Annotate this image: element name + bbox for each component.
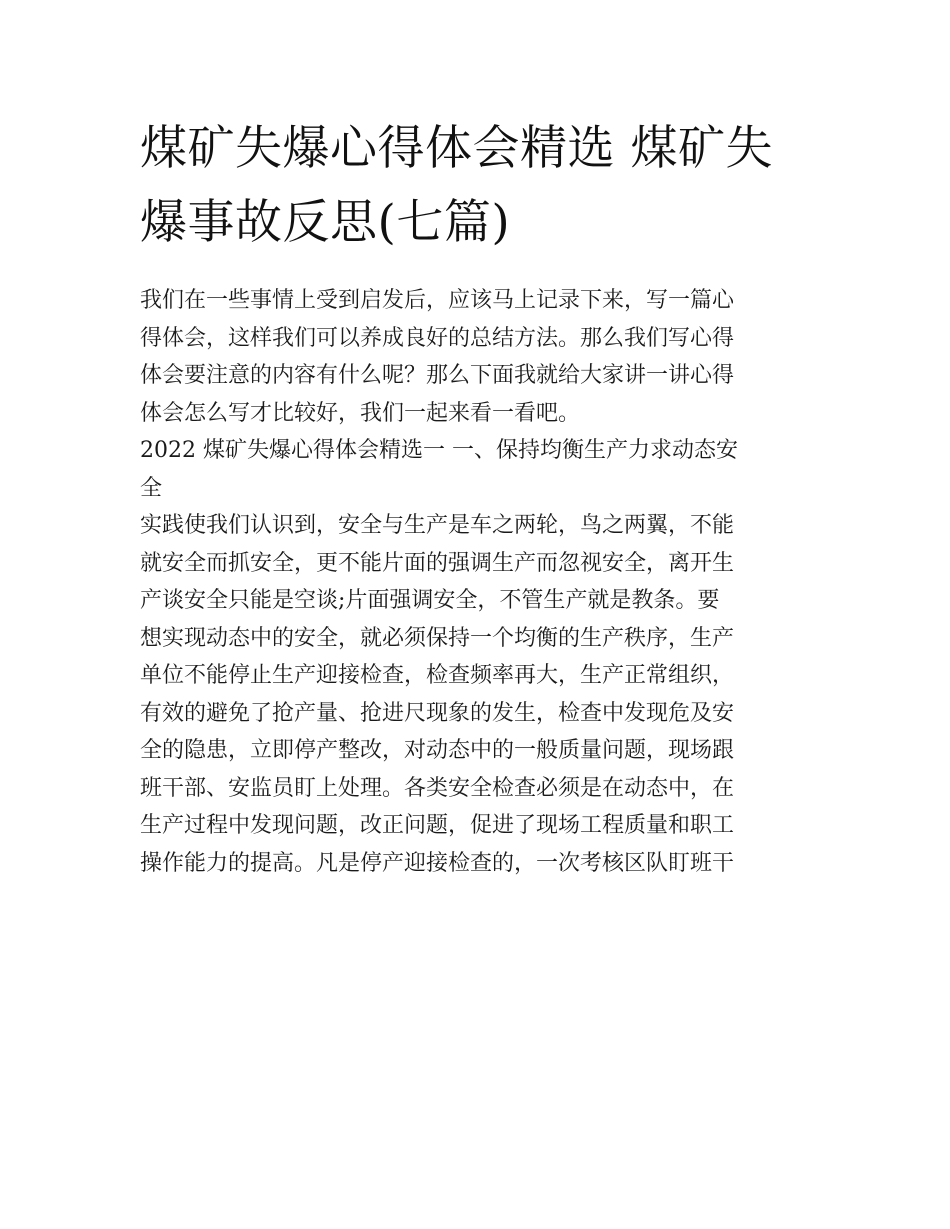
- text-line: 体会要注意的内容有什么呢？那么下面我就给大家讲一讲心得: [140, 363, 735, 388]
- text-line: 生产过程中发现问题，改正问题，促进了现场工程质量和职工: [140, 813, 735, 838]
- intro-paragraph: [140, 282, 820, 432]
- title-line: 煤矿失爆心得体会精选 煤矿失: [140, 121, 773, 176]
- text-line: 2022 煤矿失爆心得体会精选一 一、保持均衡生产力求动态安: [140, 438, 738, 463]
- text-line: 就安全而抓安全，更不能片面的强调生产而忽视安全，离开生: [140, 550, 735, 576]
- text-line: 操作能力的提高。凡是停产迎接检查的，一次考核区队盯班干: [140, 850, 735, 876]
- text-line: 班干部、安监员盯上处理。各类安全检查必须是在动态中，在: [140, 775, 735, 801]
- text-line: 想实现动态中的安全，就必须保持一个均衡的生产秩序，生产: [140, 625, 735, 651]
- text-line: 我们在一些事情上受到启发后，应该马上记录下来，写一篇心: [140, 288, 735, 313]
- section-heading: [140, 432, 820, 507]
- document-title: [140, 112, 820, 260]
- text-line: 全的隐患，立即停产整改，对动态中的一般质量问题，现场跟: [140, 738, 735, 763]
- document-body: [140, 282, 820, 882]
- body-paragraph: [140, 507, 820, 882]
- title-line: 爆事故反思(七篇): [140, 195, 511, 250]
- text-line: 体会怎么写才比较好，我们一起来看一看吧。: [140, 400, 581, 426]
- text-line: 实践使我们认识到，安全与生产是车之两轮，鸟之两翼，不能: [140, 513, 735, 538]
- text-line: 得体会，这样我们可以养成良好的总结方法。那么我们写心得: [140, 325, 735, 351]
- text-line: 单位不能停止生产迎接检查，检查频率再大，生产正常组织，: [140, 663, 735, 688]
- text-line: 全: [140, 475, 163, 501]
- text-line: 有效的避免了抢产量、抢进尺现象的发生，检查中发现危及安: [140, 700, 735, 726]
- text-line: 产谈安全只能是空谈;片面强调安全，不管生产就是教条。要: [140, 588, 720, 613]
